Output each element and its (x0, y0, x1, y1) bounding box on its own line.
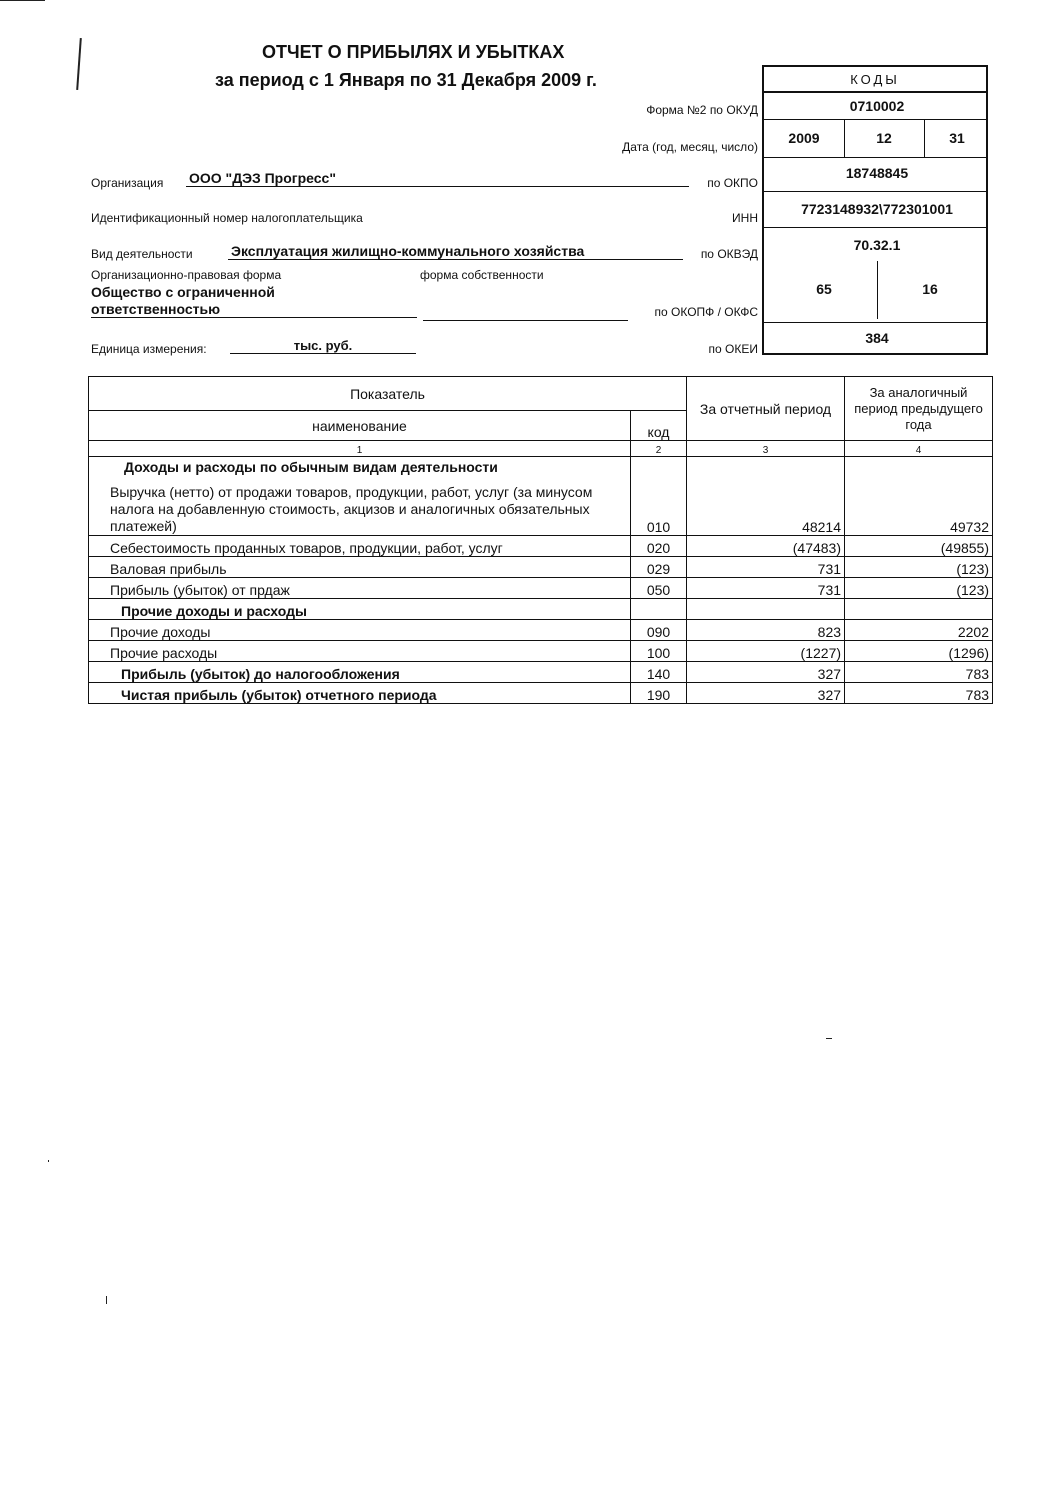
scan-mark (0, 0, 45, 1)
row-prev: 783 (845, 662, 993, 683)
table-row (89, 683, 993, 704)
col-num-3: 3 (687, 441, 845, 457)
row-current: 823 (687, 620, 845, 641)
row-name: Прочие расходы (89, 641, 631, 662)
table-row (89, 457, 993, 536)
row-prev: (49855) (845, 536, 993, 557)
table-row (89, 578, 993, 599)
row-name: Прибыль (убыток) до налогообложения (89, 662, 631, 683)
row-name (89, 457, 631, 536)
row-prev: 49732 (845, 457, 993, 536)
col-num-4: 4 (845, 441, 993, 457)
row-name: Чистая прибыль (убыток) отчетного периода (89, 683, 631, 704)
ownership-line (423, 301, 628, 321)
row-name-text: Выручка (нетто) от продажи товаров, продукции, работ, услуг (за минусом налога на добавленную стоимость, акцизов и аналогичных обязательных платежей) (110, 484, 593, 534)
activity-label: Вид деятельности (91, 247, 193, 261)
unit-value: тыс. руб. (230, 338, 416, 354)
report-period: за период с 1 Января по 31 Декабря 2009 г. (215, 70, 597, 90)
row-prev: (123) (845, 578, 993, 599)
row-code: 140 (631, 662, 687, 683)
table-row (89, 641, 993, 662)
inn-desc-label: Идентификационный номер налогоплательщика (91, 211, 363, 225)
row-name: Прибыль (убыток) от прдаж (89, 578, 631, 599)
row-code: 090 (631, 620, 687, 641)
okfs-code: 16 (922, 281, 938, 297)
okved-label: по ОКВЭД (700, 247, 758, 261)
header-current: За отчетный период (687, 377, 845, 441)
org-label: Организация (91, 176, 164, 190)
row-current: 48214 (687, 457, 845, 536)
row-code: 020 (631, 536, 687, 557)
row-prev: (123) (845, 557, 993, 578)
okud-code: 0710002 (849, 98, 905, 114)
row-name: Себестоимость проданных товаров, продукции, работ, услуг (89, 536, 631, 557)
row-prev: 783 (845, 683, 993, 704)
org-name: ООО "ДЭЗ Прогресс" (186, 170, 689, 187)
date-year: 2009 (788, 130, 820, 146)
scan-mark (76, 38, 82, 90)
section-row (89, 599, 993, 620)
table-row (89, 662, 993, 683)
row-current: (1227) (687, 641, 845, 662)
row-current: 327 (687, 662, 845, 683)
okei-code: 384 (865, 330, 889, 346)
codes-box (762, 65, 988, 355)
okpo-label: по ОКПО (707, 176, 758, 190)
inn-label: ИНН (732, 211, 758, 225)
okopf-label: по ОКОПФ / ОКФС (654, 305, 758, 319)
header-code: код (631, 411, 687, 441)
row-current: (47483) (687, 536, 845, 557)
unit-label: Единица измерения: (91, 342, 207, 356)
date-month: 12 (876, 130, 892, 146)
row-code: 050 (631, 578, 687, 599)
row-code: 190 (631, 683, 687, 704)
row-prev: (1296) (845, 641, 993, 662)
row-code: 029 (631, 557, 687, 578)
report-table (88, 376, 993, 704)
row-name: Прочие доходы (89, 620, 631, 641)
scan-speck (48, 1160, 49, 1162)
okved-code: 70.32.1 (853, 237, 901, 253)
report-title: ОТЧЕТ О ПРИБЫЛЯХ И УБЫТКАХ (262, 42, 565, 62)
date-label: Дата (год, месяц, число) (622, 140, 758, 154)
section-heading: Доходы и расходы по обычным видам деятельности (124, 459, 498, 475)
table-row (89, 557, 993, 578)
row-code: 010 (631, 457, 687, 536)
table-row (89, 536, 993, 557)
okopf-code: 65 (816, 281, 832, 297)
row-prev: 2202 (845, 620, 993, 641)
okud-label: Форма №2 по ОКУД (646, 103, 758, 117)
table-row (89, 620, 993, 641)
scan-speck (106, 1296, 107, 1304)
header-name: наименование (89, 411, 631, 441)
header-prev: За аналогичный период предыдущего года (845, 377, 993, 441)
row-code: 100 (631, 641, 687, 662)
row-name: Валовая прибыль (89, 557, 631, 578)
legal-form-label: Организационно-правовая форма (91, 268, 282, 282)
section-heading: Прочие доходы и расходы (89, 599, 631, 620)
activity-value: Эксплуатация жилищно-коммунального хозяйства (228, 243, 683, 260)
scan-speck (826, 1038, 832, 1039)
row-current: 731 (687, 557, 845, 578)
inn-code: 7723148932\772301001 (801, 201, 953, 217)
legal-form-line1: Общество с ограниченной (91, 284, 275, 300)
legal-form-line2: ответственностью (91, 301, 417, 318)
codes-header: КОДЫ (764, 67, 986, 93)
ownership-label: форма собственности (420, 268, 544, 282)
row-current: 327 (687, 683, 845, 704)
col-num-2: 2 (631, 441, 687, 457)
date-day: 31 (949, 130, 965, 146)
okei-label: по ОКЕИ (708, 342, 758, 356)
row-current: 731 (687, 578, 845, 599)
header-indicator: Показатель (89, 377, 687, 411)
col-num-1: 1 (89, 441, 631, 457)
okpo-code: 18748845 (845, 165, 909, 181)
